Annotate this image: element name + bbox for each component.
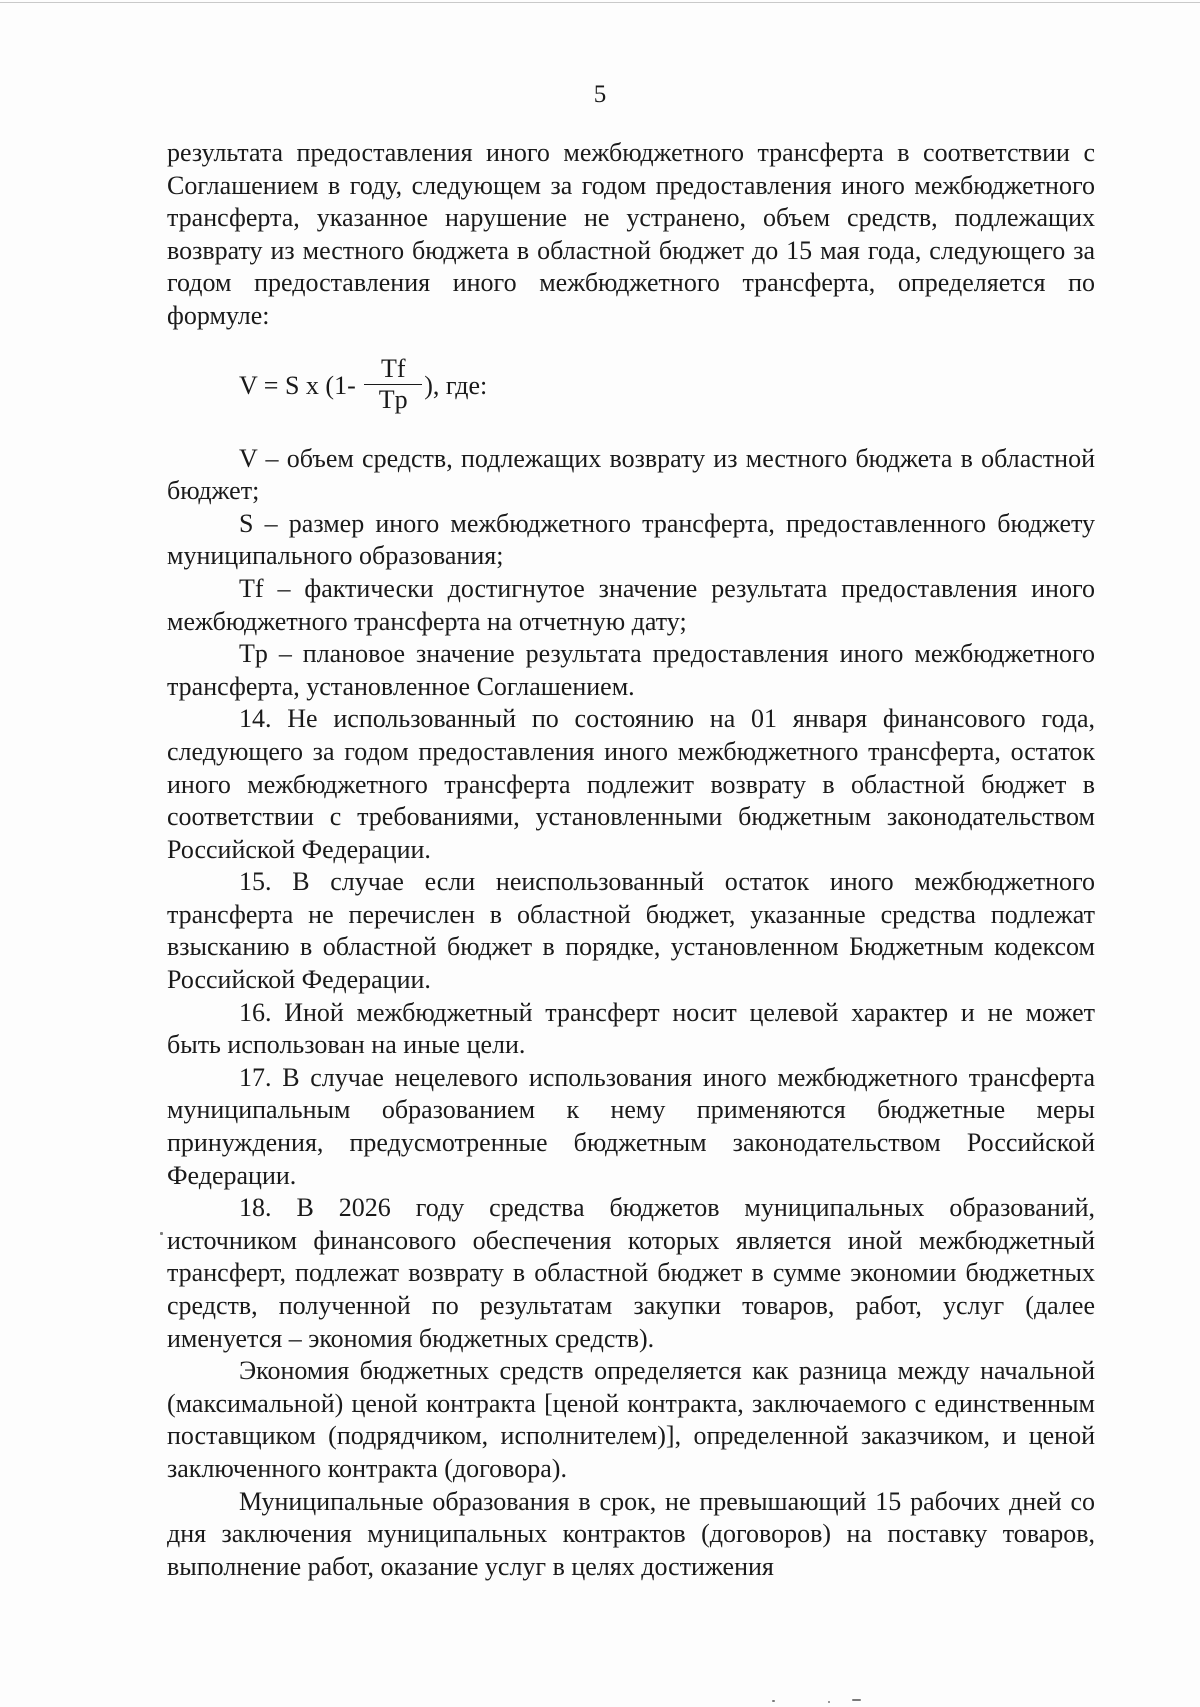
document-body	[167, 137, 1095, 1583]
paragraph-18: 18. В 2026 году средства бюджетов муниципальных образований, источником финансового обеспечения которых является иной межбюджетный трансферт, подлежат возврату в областной бюджет в сумме экономии бюджетных средств, полученной по результатам закупки товаров, работ, услуг (далее именуется – экономия бюджетных средств).	[167, 1193, 1095, 1353]
formula-denominator: Tp	[378, 385, 408, 415]
paragraph-14: 14. Не использованный по состоянию на 01 января финансового года, следующего за годом предоставления иного межбюджетного трансферта, остаток иного межбюджетного трансферта подлежит возврату в областной бюджет в соответствии с требованиями, установленными бюджетным законодательством Российской Федерации.	[167, 704, 1095, 864]
definition-tf: Tf – фактически достигнутое значение результата предоставления иного межбюджетного трансферта на отчетную дату;	[167, 573, 1095, 636]
definition-tp: Tp – плановое значение результата предоставления иного межбюджетного трансферта, установленное Соглашением.	[167, 639, 1095, 701]
formula-fraction	[364, 354, 422, 416]
paragraph-16: 16. Иной межбюджетный трансферт носит целевой характер и не может быть использован на иные цели.	[167, 997, 1095, 1060]
formula	[167, 341, 1095, 433]
paragraph-15: 15. В случае если неиспользованный остаток иного межбюджетного трансферта не перечислен в областной бюджет, указанные средства подлежат взысканию в областной бюджет в порядке, установленном Бюджетным кодексом Российской Федерации.	[167, 867, 1095, 995]
formula-numerator: Tf	[380, 353, 406, 383]
formula-rhs: ), где:	[424, 371, 488, 401]
scan-speck	[828, 1701, 830, 1703]
scan-top-edge	[0, 2, 1200, 3]
scan-speck	[772, 1700, 775, 1702]
scan-speck	[852, 1699, 861, 1701]
paragraph-17: 17. В случае нецелевого использования иного межбюджетного трансферта муниципальным образованием к нему применяются бюджетные меры принуждения, предусмотренные бюджетным законодательством Российской Федерации.	[167, 1062, 1095, 1190]
scan-speck	[160, 1232, 163, 1235]
page-number: 5	[593, 81, 607, 108]
paragraph-intro-continuation: результата предоставления иного межбюджетного трансферта в соответствии с Соглашением в году, следующем за годом предоставления иного межбюджетного трансферта, указанное нарушение не устранено, объем средств, подлежащих возврату из местного бюджета в областной бюджет до 15 мая года, следующего за годом предоставления иного межбюджетного трансферта, определяется по формуле:	[167, 138, 1095, 330]
definition-v: V – объем средств, подлежащих возврату из местного бюджета в областной бюджет;	[167, 443, 1095, 506]
paragraph-18-municipal: Муниципальные образования в срок, не превышающий 15 рабочих дней со дня заключения муниципальных контрактов (договоров) на поставку товаров, выполнение работ, оказание услуг в целях достижения	[167, 1486, 1095, 1581]
formula-lhs: V = S x (1-	[239, 371, 363, 401]
paragraph-18-economy: Экономия бюджетных средств определяется как разница между начальной (максимальной) ценой контракта [ценой контракта, заключаемого с единственным поставщиком (подрядчиком, исполнителем)], определенной заказчиком, и ценой заключенного контракта (договора).	[167, 1356, 1095, 1483]
definition-s: S – размер иного межбюджетного трансферта, предоставленного бюджету муниципального образования;	[167, 508, 1095, 571]
